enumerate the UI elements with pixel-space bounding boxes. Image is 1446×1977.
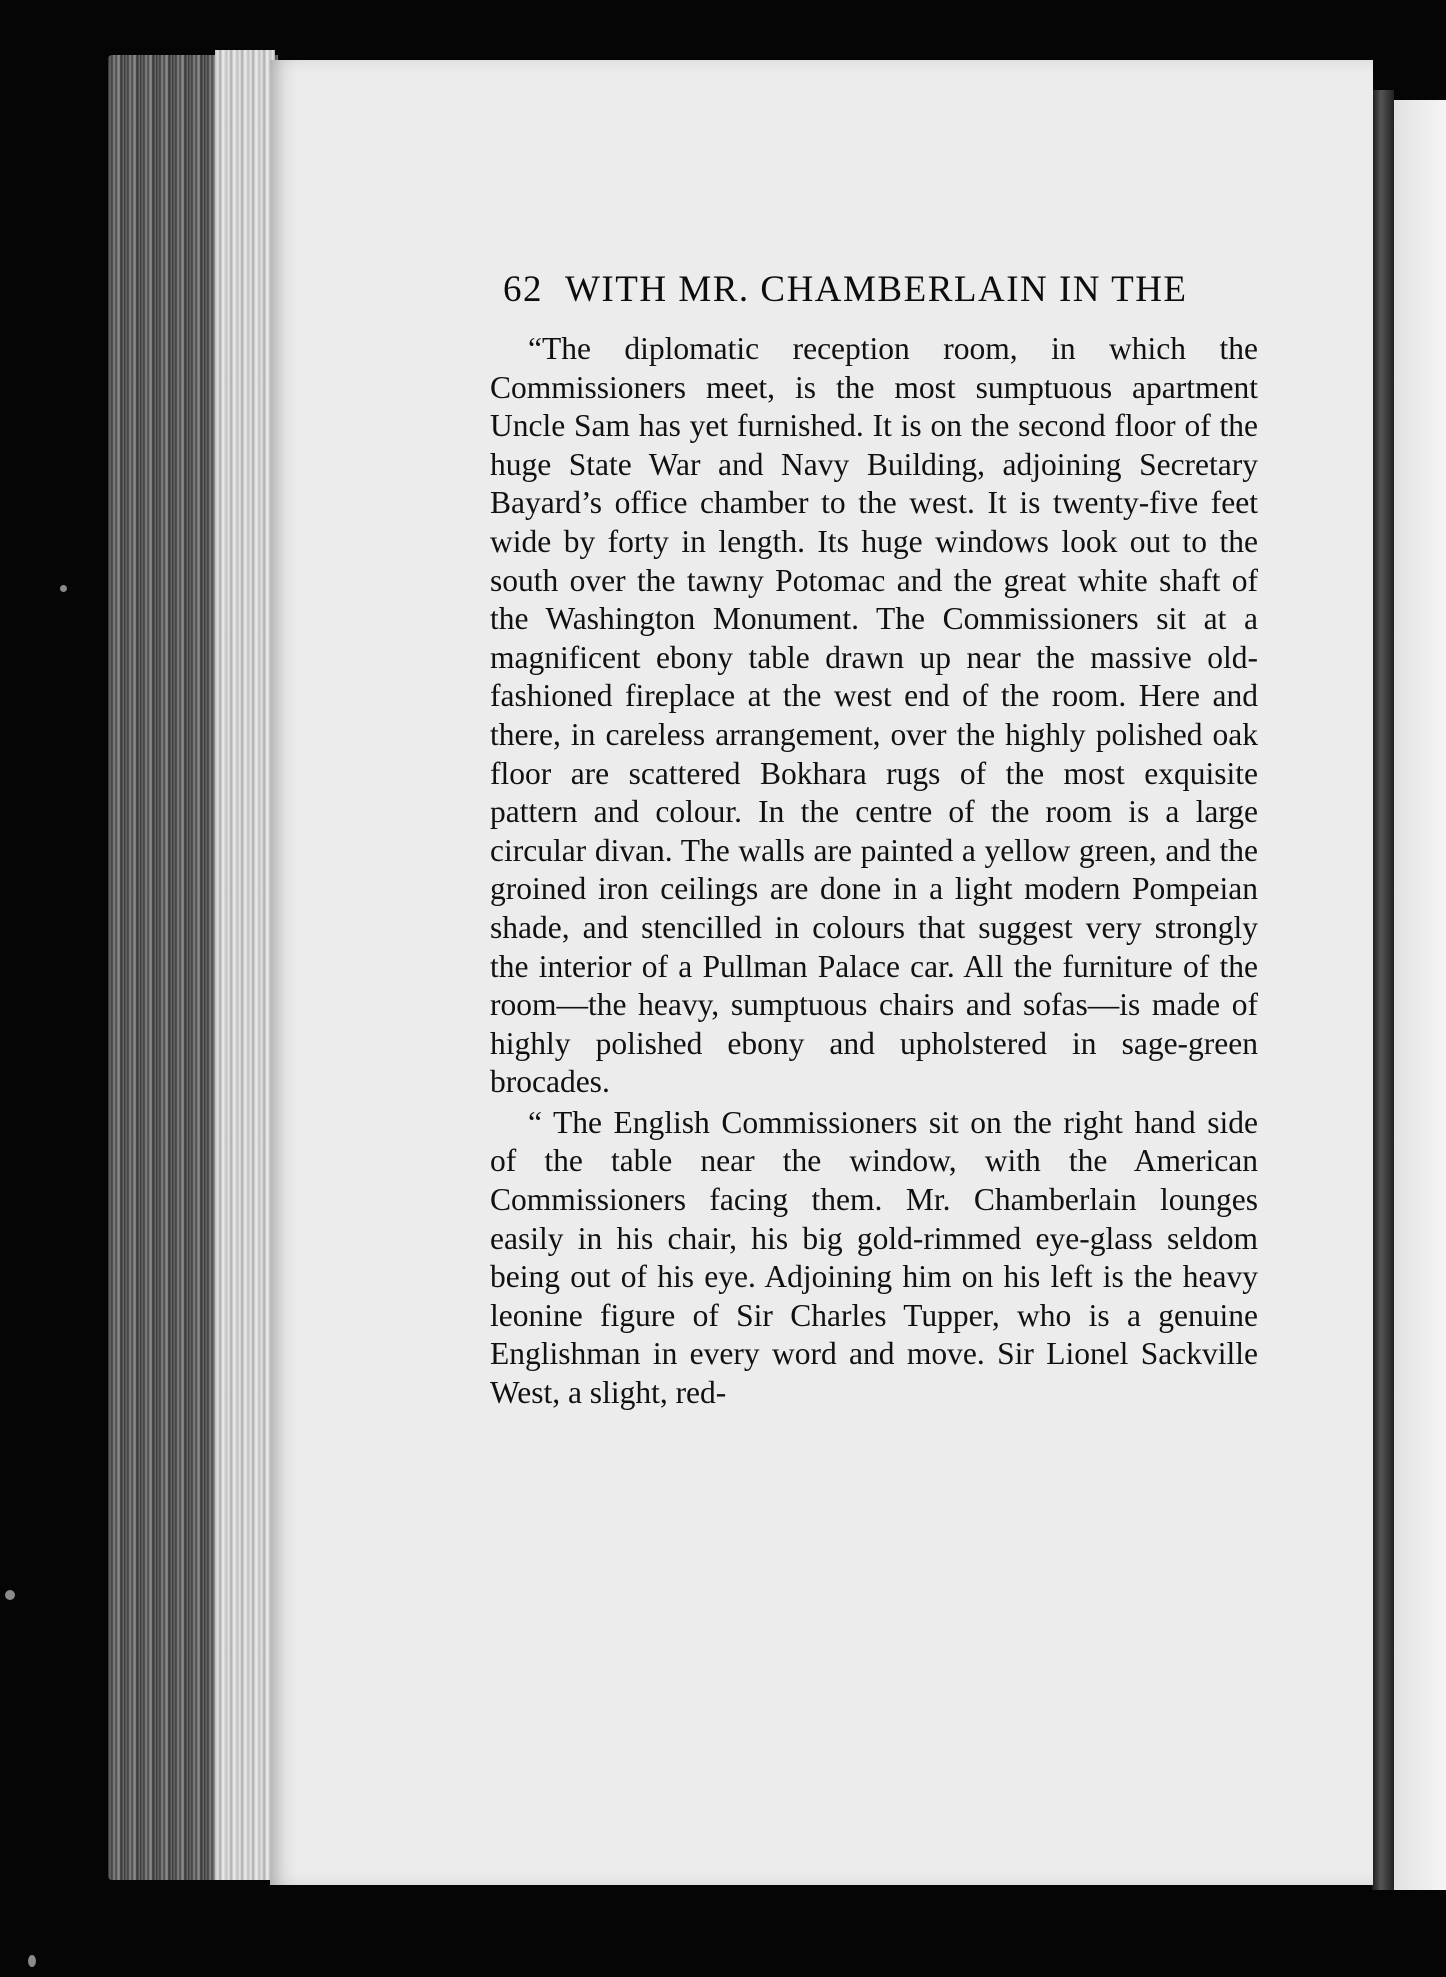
paragraph bbox=[490, 330, 1258, 1102]
dust-speck bbox=[5, 1590, 15, 1600]
body-text bbox=[490, 330, 1258, 1413]
page-number: 62 bbox=[503, 269, 543, 310]
paragraph-text: “The diplomatic reception room, in which the Commissioners meet, is the most sumptuous apartment Uncle Sam has yet furnished. It is on the second floor of the huge State War and Navy Building, adjoining Secretary Bayard’s office chamber to the west. It is twenty-five feet wide by forty in length. Its huge windows look out to the south over the tawny Potomac and the great white shaft of the Washington Monument. The Commissioners sit at a magnificent ebony table drawn up near the massive old-fashioned fireplace at the west end of the room. Here and there, in careless arrangement, over the highly polished oak floor are scattered Bokhara rugs of the most exquisite pattern and colour. In the centre of the room is a large circular divan. The walls are painted a yellow green, and the groined iron ceilings are done in a light modern Pompeian shade, and stencilled in colours that suggest very strongly the interior of a Pullman Palace car. All the furniture of the room—the heavy, sumptuous chairs and sofas—is made of highly polished ebony and upholstered in sage-green brocades. bbox=[490, 331, 1258, 1100]
running-head bbox=[503, 268, 1248, 311]
paragraph bbox=[490, 1104, 1258, 1413]
next-page-sliver bbox=[1394, 100, 1446, 1890]
paragraph-text: “ The English Commissioners sit on the right hand side of the table near the window, with the American Commissioners facing them. Mr. Chamberlain lounges easily in his chair, his big gold-rimmed eye-glass seldom being out of his eye. Adjoining him on his left is the heavy leonine figure of Sir Charles Tupper, who is a genuine Englishman in every word and move. Sir Lionel Sackville West, a slight, red- bbox=[490, 1104, 1258, 1411]
right-binding-edge bbox=[1372, 90, 1394, 1890]
running-head-title: WITH MR. CHAMBERLAIN IN THE bbox=[565, 269, 1188, 310]
dust-speck bbox=[60, 585, 67, 592]
dust-speck bbox=[28, 1955, 36, 1967]
left-page-edges-highlight bbox=[215, 50, 275, 1880]
